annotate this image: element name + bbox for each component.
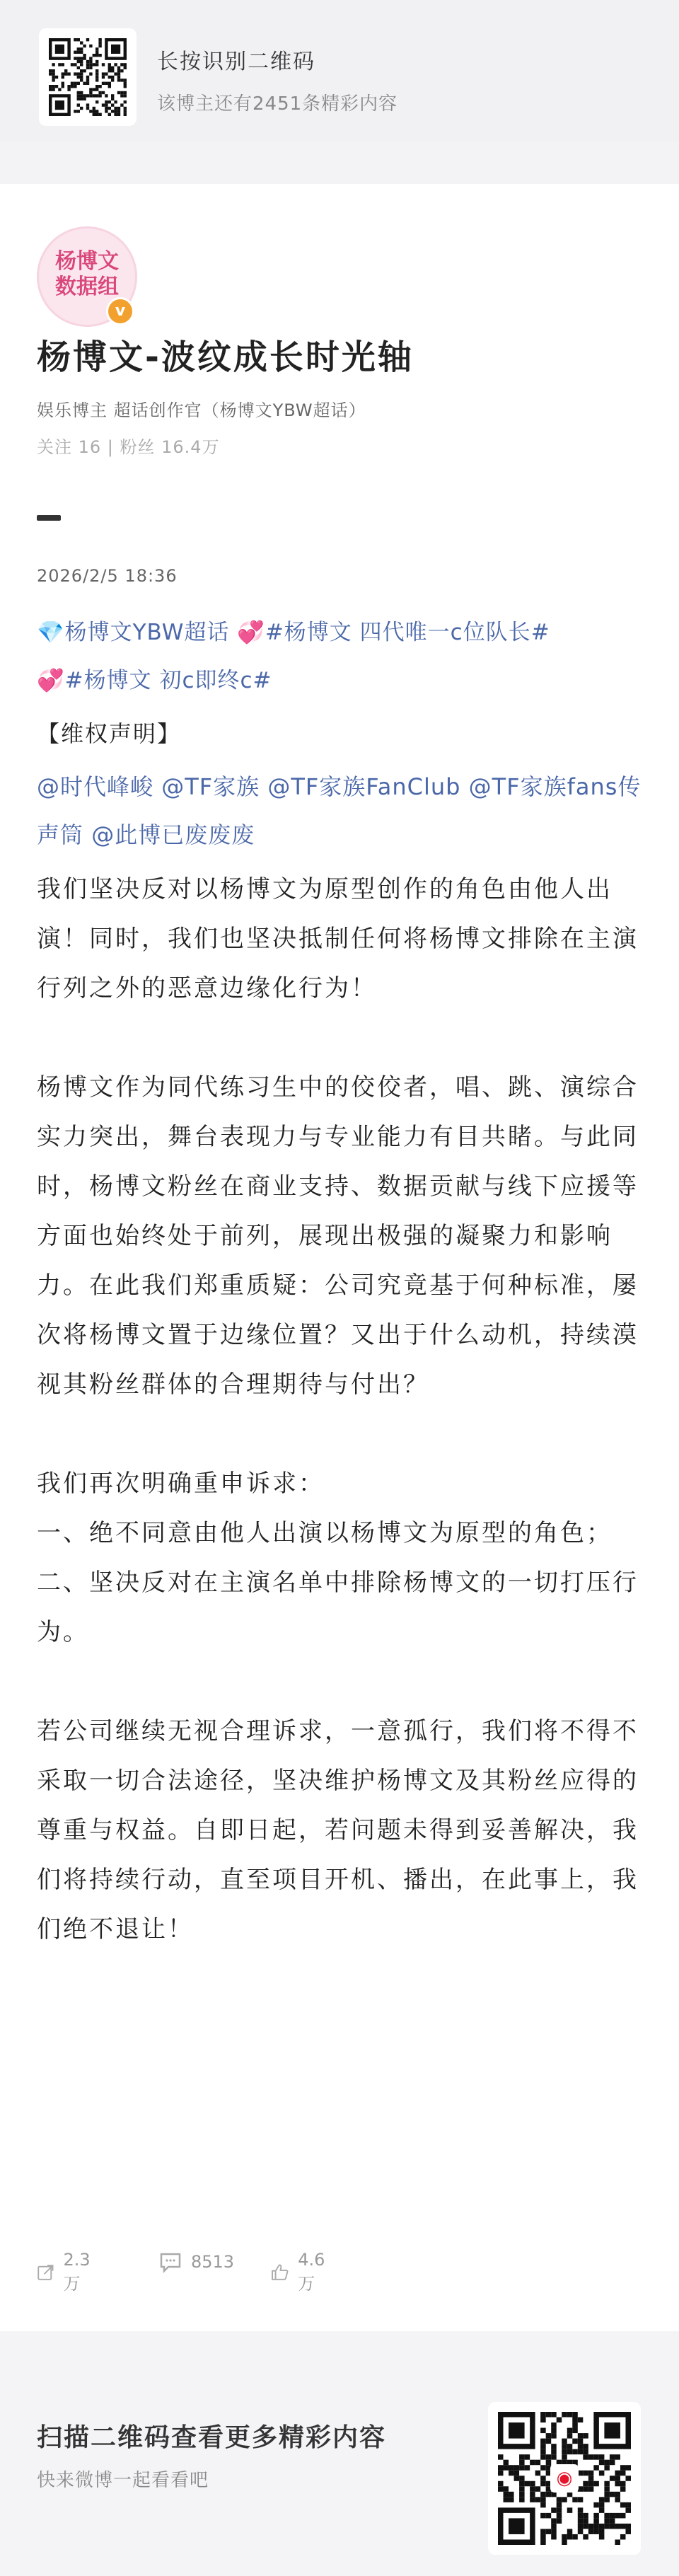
account-name[interactable]: 杨博文-波纹成长时光轴 bbox=[37, 337, 414, 377]
hashtag-block bbox=[37, 608, 645, 705]
paragraph-gap bbox=[37, 1013, 645, 1063]
declaration-heading: 【维权声明】 bbox=[37, 720, 182, 747]
mention-link[interactable]: @TF家族 bbox=[161, 773, 260, 800]
heart-icon: 💞 bbox=[237, 620, 265, 645]
promo-subtitle: 快来微博一起看看吧 bbox=[37, 2470, 209, 2491]
post-timestamp: 2026/2/5 18:36 bbox=[37, 566, 178, 586]
mention-link[interactable]: @TF家族FanClub bbox=[267, 773, 461, 800]
mention-link[interactable]: @此博已废废废 bbox=[91, 821, 255, 848]
promo-title: 扫描二维码查看更多精彩内容 bbox=[37, 2423, 387, 2452]
comment-count: 8513 bbox=[191, 2252, 235, 2272]
post-paragraph: 我们坚决反对以杨博文为原型创作的角色由他人出演！同时，我们也坚决抵制任何将杨博文排除在主演行列之外的恶意边缘化行为！ bbox=[37, 875, 639, 1003]
mention-link[interactable]: @TF家族fans传声筒 bbox=[37, 773, 642, 848]
account-meta: 娱乐博主 超话创作官（杨博文YBW超话） bbox=[37, 400, 366, 420]
post-card bbox=[0, 184, 679, 2331]
comment-icon bbox=[158, 2250, 182, 2274]
thumbs-up-icon bbox=[270, 2260, 289, 2285]
paragraph-gap bbox=[37, 1409, 645, 1459]
banner-title: 长按识别二维码 bbox=[157, 50, 315, 74]
diamond-icon: 💎 bbox=[37, 620, 65, 645]
mention-link[interactable]: @时代峰峻 bbox=[37, 773, 154, 800]
hashtag-captain[interactable]: #杨博文 四代唯一c位队长# bbox=[265, 620, 550, 645]
qr-code-icon bbox=[49, 38, 127, 116]
avatar-text-line1: 杨博文 bbox=[55, 249, 119, 274]
hashtag-first-c[interactable]: #杨博文 初c即终c# bbox=[64, 668, 272, 693]
post-paragraph: 杨博文作为同代练习生中的佼佼者，唱、跳、演综合实力突出，舞台表现力与专业能力有目共睹。与此同时，杨博文粉丝在商业支持、数据贡献与线下应援等方面也始终处于前列，展现出极强的凝聚力和影响力。在此我们郑重质疑：公司究竟基于何种标准，屡次将杨博文置于边缘位置？又出于什么动机，持续漠视其粉丝群体的合理期待与付出？ bbox=[37, 1073, 639, 1399]
share-count: 2.3万 bbox=[63, 2250, 91, 2294]
paragraph-gap bbox=[37, 1657, 645, 1706]
post-body bbox=[37, 865, 645, 1954]
account-stats: 关注 16 | 粉丝 16.4万 bbox=[37, 437, 220, 457]
share-icon bbox=[37, 2260, 55, 2285]
hashtag-super-topic[interactable]: 杨博文YBW超话 bbox=[64, 620, 230, 645]
mentions-block bbox=[37, 763, 645, 859]
divider-dash bbox=[37, 515, 61, 521]
verified-badge-icon: v bbox=[106, 297, 134, 325]
share-button[interactable] bbox=[37, 2250, 96, 2294]
like-button[interactable] bbox=[270, 2250, 331, 2294]
bottom-promo bbox=[0, 2331, 679, 2576]
like-count: 4.6万 bbox=[298, 2250, 325, 2294]
weibo-logo-icon: ◉ bbox=[550, 2464, 579, 2493]
post-paragraph: 若公司继续无视合理诉求，一意孤行，我们将不得不采取一切合法途径，坚决维护杨博文及其粉丝应得的尊重与权益。自即日起，若问题未得到妥善解决，我们将持续行动，直至项目开机、播出，在此事上，我们绝不退让！ bbox=[37, 1717, 639, 1943]
qr-code[interactable] bbox=[39, 28, 137, 126]
post-paragraph: 二、坚决反对在主演名单中排除杨博文的一切打压行为。 bbox=[37, 1569, 639, 1646]
post-paragraph: 一、绝不同意由他人出演以杨博文为原型的角色； bbox=[37, 1519, 613, 1547]
qr-code[interactable] bbox=[488, 2402, 641, 2555]
heart-icon: 💞 bbox=[37, 668, 65, 693]
comment-button[interactable] bbox=[158, 2250, 234, 2274]
avatar-text-line2: 数据组 bbox=[55, 275, 119, 299]
banner-subtitle: 该博主还有2451条精彩内容 bbox=[157, 93, 398, 115]
top-qr-banner bbox=[0, 0, 679, 141]
post-paragraph: 我们再次明确重申诉求： bbox=[37, 1469, 325, 1498]
